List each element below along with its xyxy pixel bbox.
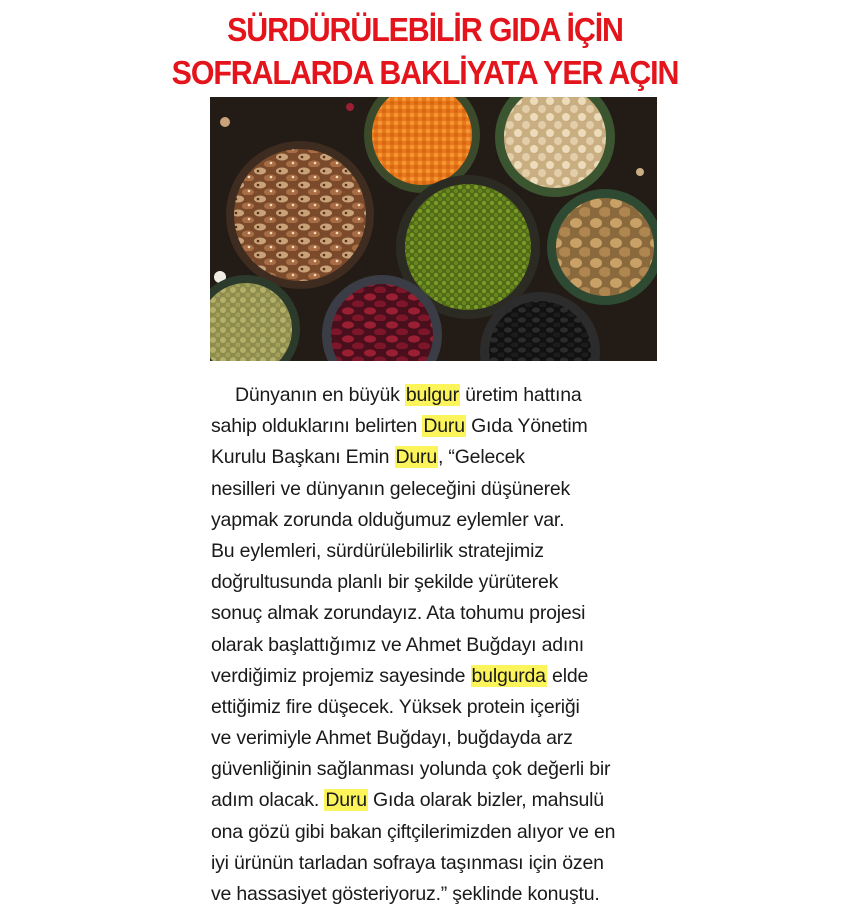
article-text: olarak başlattığımız ve Ahmet Buğdayı adını	[211, 633, 584, 656]
highlighted-term: bulgur	[405, 384, 459, 406]
highlighted-term: bulgurda	[471, 664, 546, 687]
article-body	[211, 380, 651, 910]
article-text: sonuç almak zorundayız. Ata tohumu projesi	[211, 602, 586, 625]
article-text: , “Gelecek	[437, 446, 525, 469]
article-text: ve hassasiyet gösteriyoruz.” şeklinde konuştu.	[211, 883, 600, 905]
article-text: doğrultusunda planlı bir şekilde yürüterek	[211, 571, 559, 594]
headline-line-2: SOFRALARDA BAKLİYATA YER AÇIN	[171, 54, 679, 91]
article-line	[211, 817, 651, 848]
article-text: sahip olduklarını belirten	[211, 415, 423, 438]
article-line	[211, 723, 651, 754]
headline	[34, 8, 816, 94]
bowls-of-legumes-icon	[210, 97, 657, 361]
legumes-photo	[210, 97, 657, 361]
article-line	[211, 474, 651, 505]
article-text: nesilleri ve dünyanın geleceğini düşünerek	[211, 477, 571, 500]
article-text: ona gözü gibi bakan çiftçilerimizden alıyor ve en	[211, 820, 616, 843]
article-line	[211, 661, 651, 692]
article-text: elde	[546, 664, 589, 687]
article-text: güvenliğinin sağlanması yolunda çok değerli bir	[211, 758, 611, 781]
article-text: yapmak zorunda olduğumuz eylemler var.	[211, 508, 565, 531]
article-line	[211, 536, 651, 567]
article-text: ve verimiyle Ahmet Buğdayı, buğdayda arz	[211, 727, 573, 750]
article-line	[211, 848, 651, 879]
article-text: üretim hattına	[459, 384, 582, 406]
article-text: verdiğimiz projemiz sayesinde	[211, 664, 471, 687]
article-line	[211, 598, 651, 629]
article-text: Gıda Yönetim	[465, 415, 588, 438]
article-text: iyi ürünün tarladan sofraya taşınması için özen	[211, 851, 604, 874]
article-line	[211, 879, 651, 910]
article-line	[211, 442, 651, 473]
article-line	[211, 754, 651, 785]
article-line	[211, 785, 651, 816]
highlighted-term: Duru	[395, 446, 437, 469]
article-text: Dünyanın en büyük	[235, 384, 405, 406]
article-line	[211, 692, 651, 723]
article-text: adım olacak.	[211, 789, 325, 812]
article-text: Bu eylemleri, sürdürülebilirlik stratejimiz	[211, 539, 544, 562]
article-line	[211, 630, 651, 661]
article-line	[211, 380, 651, 411]
article-text: Gıda olarak bizler, mahsulü	[367, 789, 604, 812]
highlighted-term: Duru	[423, 415, 465, 438]
article-text: ettiğimiz fire düşecek. Yüksek protein içeriği	[211, 695, 580, 718]
highlighted-term: Duru	[325, 789, 367, 812]
headline-line-1: SÜRDÜRÜLEBİLİR GIDA İÇİN	[227, 11, 623, 48]
article-line	[211, 567, 651, 598]
article-line	[211, 505, 651, 536]
article-line	[211, 411, 651, 442]
article-text: Kurulu Başkanı Emin	[211, 446, 395, 469]
